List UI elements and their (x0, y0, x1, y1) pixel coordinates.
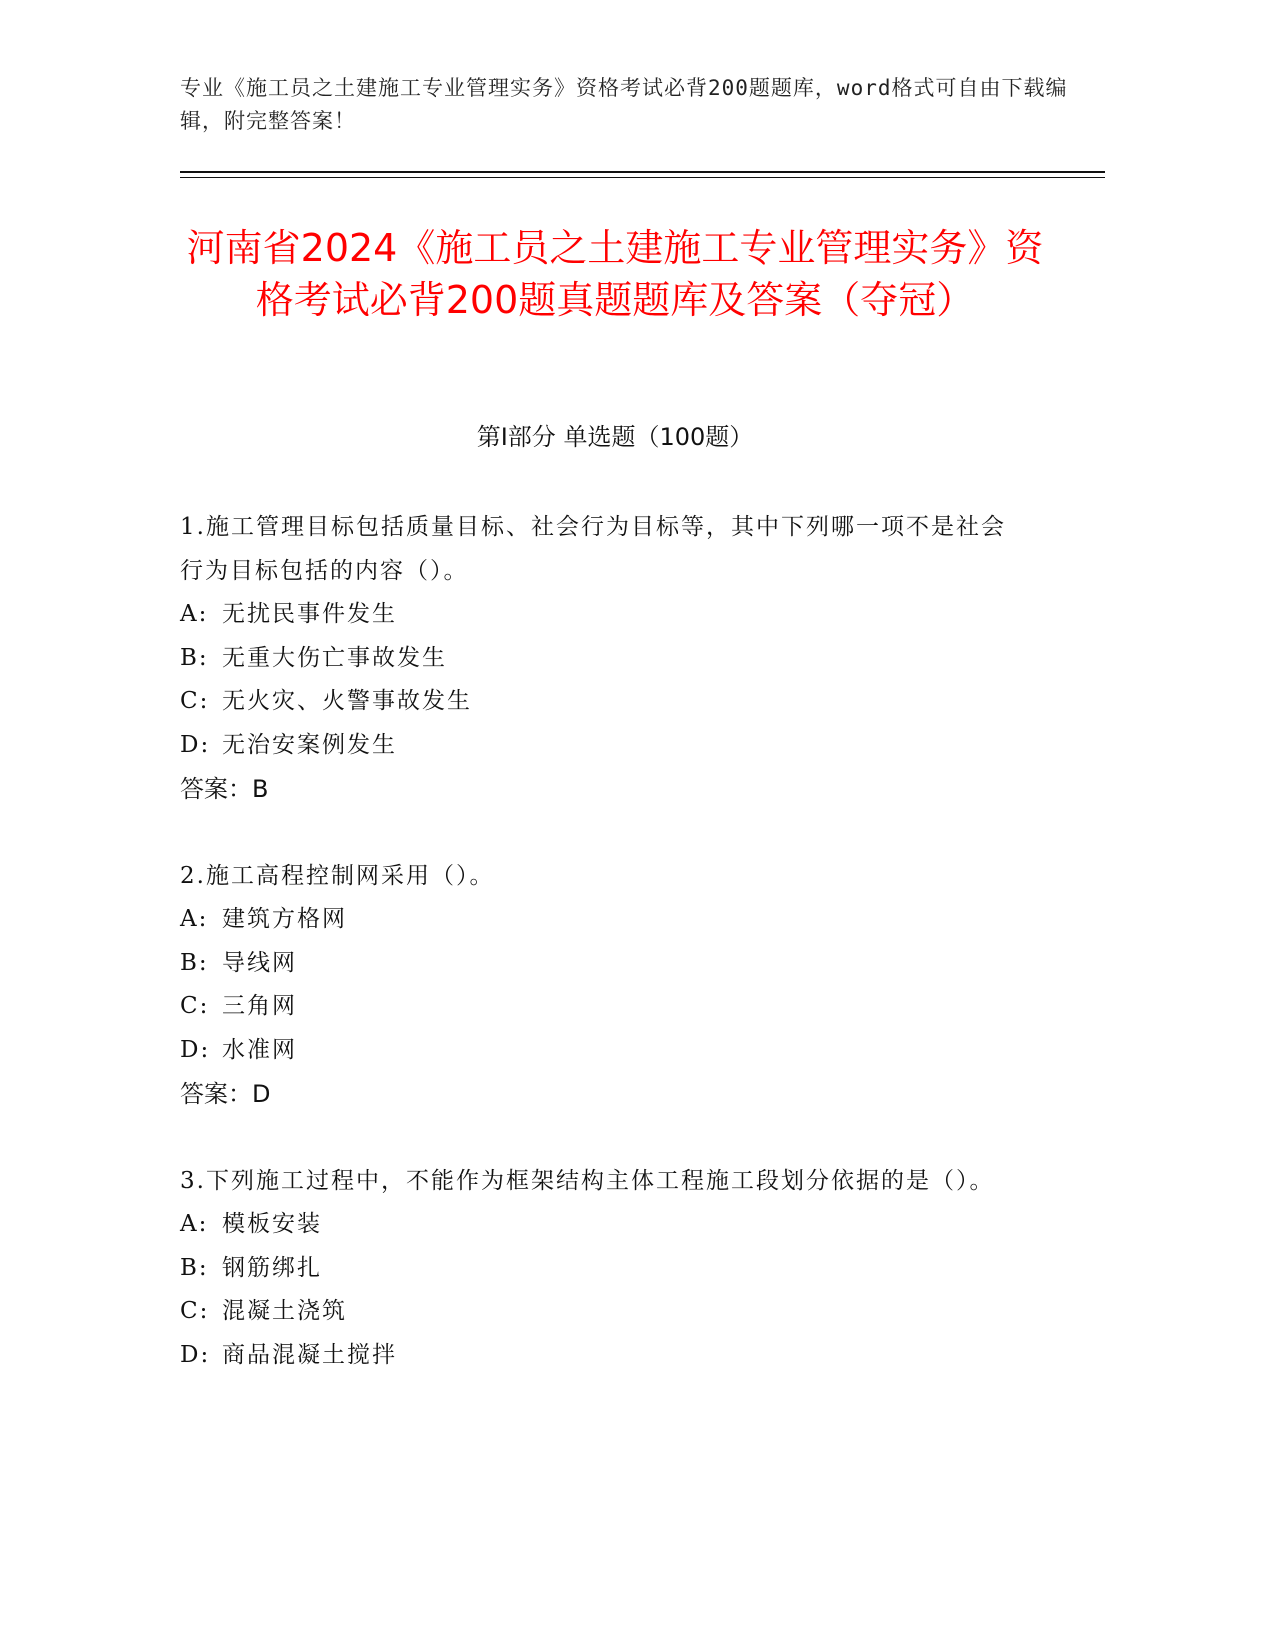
question-3 (180, 1159, 1020, 1377)
option-text: 钢筋绑扎 (222, 1254, 322, 1281)
option-text: 无治安案例发生 (222, 731, 397, 758)
option-text: 无扰民事件发生 (222, 601, 397, 627)
option-key: C: (180, 1298, 210, 1324)
option-text: 三角网 (222, 993, 297, 1019)
option-b (180, 942, 1020, 986)
option-list (180, 1203, 1020, 1377)
option-d (180, 1029, 1020, 1073)
option-c (180, 985, 1020, 1029)
question-stem: 3.下列施工过程中，不能作为框架结构主体工程施工段划分依据的是（）。 (180, 1168, 995, 1194)
option-key: B: (180, 1254, 209, 1281)
option-key: D: (180, 1341, 211, 1368)
option-list (180, 593, 1020, 767)
option-text: 无火灾、火警事故发生 (222, 688, 472, 714)
question-2 (180, 854, 1020, 1116)
question-stem: 2.施工高程控制网采用（）。 (180, 863, 495, 889)
option-c (180, 1290, 1020, 1334)
option-b (180, 637, 1020, 681)
answer-line: 答案：B (180, 775, 269, 803)
option-key: C: (180, 688, 210, 714)
option-key: D: (180, 731, 211, 758)
option-key: A: (180, 601, 209, 627)
option-text: 建筑方格网 (222, 906, 347, 932)
option-key: C: (180, 993, 210, 1019)
option-text: 商品混凝土搅拌 (222, 1341, 397, 1368)
section-heading: 第Ⅰ部分 单选题（100题） (476, 423, 754, 451)
option-list (180, 898, 1020, 1072)
answer-line: 答案：D (180, 1080, 271, 1108)
question-1 (180, 505, 1020, 811)
option-text: 混凝土浇筑 (222, 1298, 347, 1324)
option-key: B: (180, 949, 209, 976)
header-rule-thick (180, 171, 1105, 173)
option-key: A: (180, 906, 209, 932)
question-list (180, 505, 1020, 1420)
document-title: 河南省2024《施工员之土建施工专业管理实务》资格考试必背200题真题题库及答案（夺冠） (186, 226, 1044, 322)
header-note: 专业《施工员之土建施工专业管理实务》资格考试必背200题题库，word格式可自由下载编辑，附完整答案！ (180, 76, 1068, 133)
option-d (180, 724, 1020, 768)
option-text: 模板安装 (222, 1211, 322, 1237)
option-d (180, 1334, 1020, 1378)
option-text: 无重大伤亡事故发生 (222, 644, 447, 671)
option-a (180, 593, 1020, 637)
header-rule-thin (180, 177, 1105, 178)
option-key: D: (180, 1036, 211, 1063)
option-a (180, 898, 1020, 942)
option-text: 导线网 (222, 949, 297, 976)
option-c (180, 680, 1020, 724)
option-b (180, 1247, 1020, 1291)
option-text: 水准网 (222, 1036, 297, 1063)
question-stem: 1.施工管理目标包括质量目标、社会行为目标等，其中下列哪一项不是社会行为目标包括的内容（）。 (180, 514, 1006, 584)
option-key: B: (180, 644, 209, 671)
option-a (180, 1203, 1020, 1247)
option-key: A: (180, 1211, 209, 1237)
